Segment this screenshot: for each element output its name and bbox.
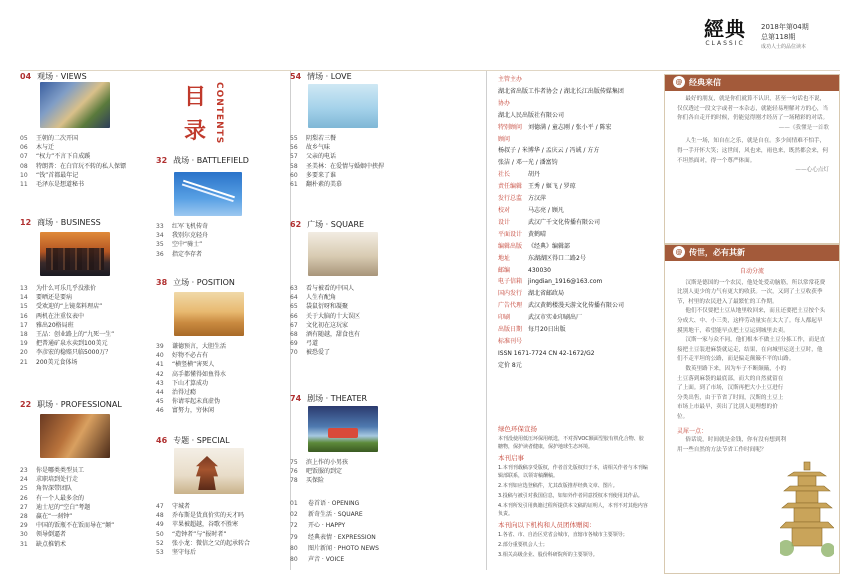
- section-page: 38: [156, 278, 168, 287]
- special-photo: [174, 448, 244, 494]
- section-page: 22: [20, 400, 32, 409]
- toc-item[interactable]: 02 新奇生活 · SQUARE: [290, 511, 363, 519]
- toc-item[interactable]: 58 圣美林：在爱情与婚姻中挟捍: [290, 162, 385, 170]
- toc-item[interactable]: 72 开心 · HAPPY: [290, 522, 346, 530]
- toc-item[interactable]: 64 人生有配角: [290, 294, 337, 302]
- story-subtitle: 自动分流: [739, 268, 764, 275]
- section-title: 专题 · SPECIAL: [173, 436, 230, 445]
- section-title: 商场 · BUSINESS: [37, 218, 101, 227]
- notice-text: 3.相关高级企业、股份科研院所的主要领导。: [498, 552, 598, 558]
- battlefield-photo: [174, 172, 242, 216]
- section-views: [20, 72, 87, 82]
- masthead-row: 协办: [498, 99, 511, 107]
- section-title: 情场 · LOVE: [307, 72, 352, 81]
- toc-item[interactable]: 43 下山才算成功: [156, 379, 209, 387]
- toc-item[interactable]: 31 缺点推销术: [20, 540, 67, 548]
- toc-item[interactable]: 40 好物不必占有: [156, 352, 209, 360]
- contents-title-lu: 录: [184, 118, 207, 144]
- story-text: 汉斯是德国的一个农民，他处处爱动脑筋，所以常常花费比别人更少的力气有更大的收获。一次，又到了土豆收获季节，村里的农民进入了最繁忙的工作期。: [677, 279, 826, 305]
- contents-title: [184, 82, 224, 146]
- at-icon: @: [673, 246, 685, 258]
- toc-item[interactable]: 69 弓道: [290, 340, 319, 348]
- story-text: 俗话说，时间就是金钱，你有没有想到利用一些自然的方法节省工作时间呢？: [677, 437, 787, 453]
- toc-item[interactable]: 08 特朗普：在白宫玩不转的私人保镖: [20, 162, 127, 170]
- section-page: 32: [156, 156, 168, 165]
- position-list: [156, 342, 226, 416]
- battlefield-list: [156, 222, 208, 259]
- theater-list: [290, 458, 348, 486]
- professional-photo: [40, 414, 110, 458]
- masthead-row: 编辑出版 《经典》编辑部: [498, 242, 571, 250]
- story-subtitle: 灵犀一点：: [677, 427, 708, 435]
- section-position: [156, 278, 235, 288]
- letter-signature: ——《我懂是一首歌: [778, 124, 829, 131]
- pagoda-illustration: [780, 458, 834, 558]
- story-text: 汉斯一家与众不同，他们根本不做土豆分拣工作，而是直接把土豆装进麻袋就运走，结果，在向城里运送土豆时，他们不走平坦的公路，而是偏走颠簸不平的山路。: [677, 337, 826, 363]
- at-icon: @: [673, 76, 685, 88]
- toc-item[interactable]: 17 雅出20格局班: [20, 321, 74, 329]
- masthead-row: 电子信箱 jingdian_1916@163.com: [498, 278, 603, 286]
- toc-item[interactable]: 25 角智深带团队: [20, 485, 73, 493]
- toc-item[interactable]: 28 赢在“一刹钟”: [20, 513, 73, 521]
- toc-item[interactable]: 45 你请零起未真虚伪: [156, 398, 221, 406]
- toc-item[interactable]: 07 “权力”不言下自成蹊: [20, 153, 91, 161]
- toc-item[interactable]: 48 乔布斯是货真价实的天才吗: [156, 512, 245, 520]
- toc-item[interactable]: 34 我别尔克轻舟: [156, 232, 209, 240]
- professional-list: [20, 466, 114, 549]
- toc-item[interactable]: 06 木与迁: [20, 144, 55, 152]
- section-page: 04: [20, 72, 32, 81]
- story-text: 他们不仅要把土豆从地里收回来，而且还要把土豆按个头分成大、中、小三类，这样劳动量实在太大了。每人都起早摸黑地干，希望能早点把土豆运到城里去卖。: [677, 308, 826, 334]
- issue-slogan: 成功人士的品位读本: [761, 44, 807, 50]
- toc-item[interactable]: 41 “横竖横”害死人: [156, 361, 215, 369]
- toc-item[interactable]: 39 谦德预言，大胆生活: [156, 343, 227, 350]
- masthead-row: 国内发行 湖北省邮政局: [498, 290, 565, 298]
- section-title: 广场 · SQUARE: [307, 220, 365, 229]
- toc-item[interactable]: 11 毛泽东是想道秘书: [20, 181, 85, 189]
- column-divider: [486, 70, 487, 570]
- toc-item[interactable]: 76 吧饭服的到定: [290, 468, 343, 476]
- views-list: [20, 134, 126, 189]
- notice-text: 本刊没使用低压环保用纸选，不对挥VOC额面型胶有机化合物、胶糖物，保护读者健康，保护地球生态环境。: [498, 436, 644, 450]
- masthead-row: 责任编辑 王秀 / 姬飞 / 罗琼: [498, 183, 576, 191]
- masthead-row: 张洁 / 邓一光 / 潘富钧: [498, 159, 558, 167]
- contents-title-en: CONTENTS: [214, 82, 224, 145]
- story-header: [665, 245, 839, 261]
- toc-item[interactable]: 14 要晒还是要病: [20, 294, 73, 302]
- toc-item[interactable]: 27 迪士尼的“空白”考题: [20, 503, 91, 511]
- toc-item[interactable]: 49 苹果被超越，谷歌不胜寒: [156, 521, 239, 529]
- notice-heading: 本刊向以下机构和人员团体赠阅：: [498, 521, 596, 529]
- toc-item[interactable]: 50 “造钟者”与“报时者”: [156, 530, 227, 538]
- masthead-row: 出版日期 每月20日出版: [498, 326, 566, 334]
- notice-text: 2.部分重要机会人士；: [498, 542, 548, 548]
- toc-item[interactable]: 60 多要来了谁: [290, 171, 337, 179]
- toc-item[interactable]: 21 200美元食体场: [20, 358, 78, 366]
- toc-item[interactable]: 01 卷首语 · OPENING: [290, 500, 360, 507]
- toc-item[interactable]: 61 翻朴素的美慕: [290, 181, 343, 189]
- toc-item[interactable]: 36 指定李存者: [156, 250, 203, 258]
- story-title: 传世，必有其新: [689, 248, 745, 257]
- toc-item[interactable]: 78 买保险: [290, 477, 325, 485]
- notice-text: 1.本刊刊载稿享受版权，作者首先版权归于本，请相关作者与本刊编辑部联系，以领寄稿酬稿。: [498, 465, 648, 479]
- love-photo: [308, 84, 378, 128]
- position-photo: [174, 292, 244, 336]
- toc-item[interactable]: 67 文化初在这玩家: [290, 321, 349, 329]
- masthead: [498, 74, 658, 372]
- toc-item[interactable]: 57 父亲的电话: [290, 153, 337, 161]
- masthead-row: 社长 胡丹: [498, 171, 541, 179]
- issue-total: 总第118期: [761, 33, 796, 41]
- logo-chinese: 經典: [704, 17, 746, 41]
- section-title: 剧场 · THEATER: [307, 394, 368, 403]
- notice-heading: 本刊启事: [498, 454, 524, 462]
- columns-list: [290, 498, 379, 565]
- toc-item[interactable]: 46 富努力，穷休闲: [156, 407, 215, 415]
- issue-number: 2018年第04期: [761, 23, 809, 31]
- toc-item[interactable]: 30 领导倒逼者: [20, 531, 67, 539]
- notice-heading: 绿色环保宣扬: [498, 425, 537, 433]
- letters-panel: [664, 74, 840, 244]
- section-love: [290, 72, 352, 82]
- section-special: [156, 436, 230, 446]
- section-page: 62: [290, 220, 302, 229]
- masthead-row: 特别顾问 刘德满 / 童志刚 / 张小平 / 陈宏: [498, 123, 612, 131]
- toc-item[interactable]: 47 守城者: [156, 503, 191, 510]
- letter-text: 人生一场，知自在之乐，就是自在。多少间情难不怕手，得一手开怀大笑；这世间，风也来，雨也来，既然都会来，何不坦然面对，得一个尊严体面。: [677, 138, 829, 164]
- love-list: [290, 134, 384, 189]
- toc-item[interactable]: 42 高手都懂得如鱼得水: [156, 370, 227, 378]
- masthead-row: 杨叔子 / 米博华 / 孟庆云 / 冯诚 / 方方: [498, 147, 600, 155]
- section-title: 立场 · POSITION: [173, 278, 235, 287]
- notice-text: 2.本刊如应选登稿件，尤其改版推荐经典文章、图片。: [498, 483, 618, 489]
- toc-item[interactable]: 70 被恐爱了: [290, 349, 331, 357]
- magazine-logo: [694, 18, 756, 47]
- toc-item[interactable]: 80 图片新闻 · PHOTO NEWS: [290, 544, 379, 552]
- issue-info: [761, 22, 809, 52]
- toc-item[interactable]: 35 空中“骑士”: [156, 241, 203, 249]
- toc-item[interactable]: 20 李彦宏的稳赔只临5000万？: [20, 349, 112, 357]
- letters-title: 经典来信: [689, 78, 721, 87]
- toc-item[interactable]: 19 把普通矿泉水卖到100美元: [20, 340, 108, 348]
- masthead-row: 平面设计 黄鹤晴: [498, 230, 547, 238]
- story-text: 数英里路下来，因为车子不断颠簸，小的土豆落到麻袋的最底部，而大的自然就留在了上面。到了市场，汉斯再把大小土豆进行分类出售，由于节省了时间，汉斯的土豆上市场上市最早，卖出了比别人更理想的价位。: [677, 365, 787, 420]
- section-title: 战场 · BATTLEFIELD: [173, 156, 249, 165]
- toc-item[interactable]: 13 为什么可乐几乎没涨价: [20, 285, 97, 292]
- contents-title-mu: 目: [184, 84, 207, 110]
- toc-item[interactable]: 53 坚守每后: [156, 549, 197, 557]
- toc-item[interactable]: 16 两机在注重仪表中: [20, 312, 85, 320]
- section-page: 54: [290, 72, 302, 81]
- masthead-row: 邮编 430030: [498, 266, 551, 274]
- masthead-row: 校对 马志亮 / 顾凡: [498, 206, 564, 214]
- masthead-row: 设计 武汉广千文化传播有限公司: [498, 218, 601, 226]
- letter-signature: ——心心点灯: [795, 167, 829, 174]
- notice-text: 3.投稿与被引对我国信息，如如外作者同意授权本刊使用其作品。: [498, 493, 643, 499]
- toc-item[interactable]: 44 治得过瘾: [156, 389, 197, 397]
- toc-item[interactable]: 79 经典表情 · EXPRESSION: [290, 533, 376, 541]
- toc-item[interactable]: 65 袋鼠衍呀和凝聚: [290, 303, 349, 311]
- toc-item[interactable]: 63 看与被看的中国人: [290, 285, 355, 292]
- section-title: 观场 · VIEWS: [37, 72, 87, 81]
- section-page: 46: [156, 436, 168, 445]
- toc-item[interactable]: 15 受欢迎的“上镜菜料理店”: [20, 303, 103, 311]
- section-theater: [290, 394, 367, 404]
- toc-item[interactable]: 75 滨上作的小男孩: [290, 459, 349, 466]
- toc-item[interactable]: 10 “钱”首都最年记: [20, 171, 79, 179]
- masthead-row: 印刷 武汉市实业印刷出厂: [498, 314, 583, 322]
- section-page: 74: [290, 394, 302, 403]
- masthead-row: 湖北人民出版社有限公司: [498, 111, 565, 119]
- masthead-row: 湖北省出版工作者协会 / 湖北长江出版传媒集团: [498, 87, 624, 95]
- header-rule: [20, 70, 840, 71]
- masthead-row: 主管主办: [498, 76, 523, 83]
- section-professional: [20, 400, 122, 410]
- toc-item[interactable]: 52 张小龙：微信之父的起承转合: [156, 539, 251, 547]
- section-title: 职场 · PROFESSIONAL: [37, 400, 122, 409]
- toc-item[interactable]: 68 酒有随越，甜食也有: [290, 331, 361, 339]
- masthead-row: 定价 8元: [498, 361, 522, 369]
- toc-item[interactable]: 33 红军飞机传奇: [156, 223, 209, 230]
- section-page: 12: [20, 218, 32, 227]
- toc-item[interactable]: 05 王朝的二次开国: [20, 135, 79, 142]
- toc-item[interactable]: 66 关于大脑的十大误区: [290, 312, 361, 320]
- notice-text: 1.各省、市、自治区党省会城市，直辖市各城市主要领导；: [498, 532, 628, 538]
- views-photo: [40, 82, 110, 128]
- toc-item[interactable]: 18 王品：创业路上的“九死一生”: [20, 331, 115, 339]
- toc-item[interactable]: 23 你是哪类类型员工: [20, 467, 85, 474]
- section-square: [290, 220, 364, 230]
- square-photo: [308, 232, 378, 276]
- square-list: [290, 284, 360, 358]
- notice-box: [498, 424, 648, 561]
- letters-header: [665, 75, 839, 91]
- masthead-row: 地址 东湖湖区得口二路2号: [498, 254, 586, 262]
- masthead-row: 广告代理 武汉黄鹤楼漫天游文化传播有限公司: [498, 302, 625, 310]
- toc-item[interactable]: 55 阴梨若三餐: [290, 135, 337, 142]
- masthead-row: 标准刊号: [498, 337, 523, 345]
- business-photo: [40, 232, 110, 276]
- notice-text: 4.本刊所发引用典籍过程所提供本文稿的证明人，本刊不对其他内容负责。: [498, 503, 648, 517]
- toc-item[interactable]: 26 有一个人最多余的: [20, 494, 85, 502]
- special-list: [156, 502, 250, 557]
- toc-item[interactable]: 29 中国的饭瓶不在饭而导在“颠”: [20, 522, 115, 530]
- theater-photo: [308, 406, 378, 452]
- business-list: [20, 284, 114, 367]
- logo-english: CLASSIC: [705, 40, 745, 47]
- masthead-row: 发行总监 方汉萍: [498, 195, 547, 203]
- toc-item[interactable]: 56 故乡气味: [290, 144, 331, 152]
- letter-text: 最好的朋友，就是你们就算不认识，甚至一句话也不说，仅仅透过一段文字或者一本杂志，就能轻易理解对方的心，当你们各自走开的时候，仍能觉得刚才经历了一场精彩的对话。: [677, 96, 829, 122]
- toc-item[interactable]: 80 声音 · VOICE: [290, 556, 345, 564]
- masthead-row: 顾问: [498, 135, 511, 143]
- masthead-row: ISSN 1671-7724 CN 42-1672/G2: [498, 349, 595, 357]
- toc-item[interactable]: 24 求职培到处行走: [20, 476, 79, 484]
- section-battlefield: [156, 156, 249, 166]
- section-business: [20, 218, 101, 228]
